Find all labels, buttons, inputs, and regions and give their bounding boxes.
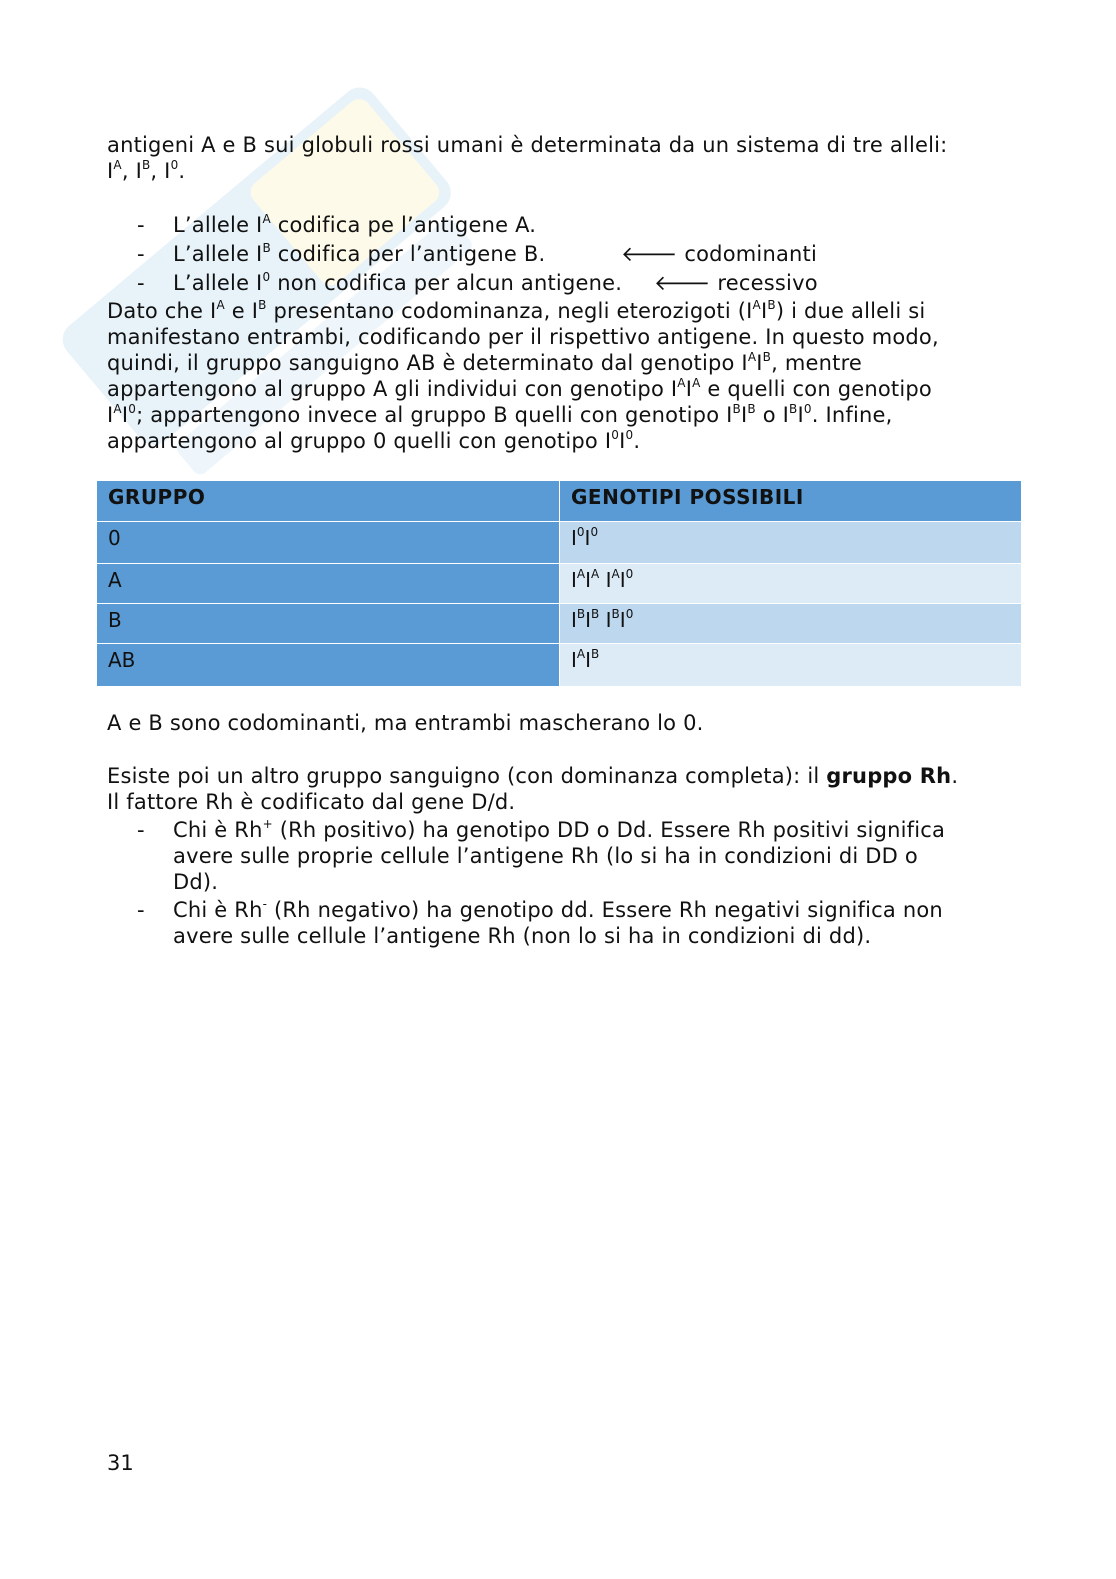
list-dash: - [137, 898, 145, 922]
intro-line: antigeni A e B sui globuli rossi umani è determinata da un sistema di tre alleli: [107, 133, 948, 157]
rh-list [137, 817, 1017, 949]
paragraph-line: appartengono al gruppo 0 quelli con genotipo $I^0I^0$. [107, 428, 641, 453]
paragraph-line: quindi, il gruppo sanguigno AB è determinato dal genotipo $I^AI^B$, mentre [107, 350, 863, 375]
table-row [97, 522, 1022, 564]
list-item: - Chi è Rh- (Rh negativo) ha genotipo dd. Essere Rh negativi significa non avere sulle cellule l’antigene Rh (non lo si ha in condizioni di dd). [137, 897, 943, 948]
paragraph-line: Dato che $I^A$ e $I^B$ presentano codominanza, negli eterozigoti $(I^AI^B)$ i due alleli si [107, 298, 926, 323]
header-genotipi: GENOTIPI POSSIBILI [560, 481, 1022, 522]
list-dash: - [137, 818, 145, 842]
rh-intro [107, 763, 1007, 815]
group-cell: AB [97, 644, 560, 687]
paragraph-line: manifestano entrambi, codificando per il rispettivo antigene. In questo modo, [107, 325, 939, 349]
list-item: - Chi è Rh+ (Rh positivo) ha genotipo DD o Dd. Essere Rh positivi significa avere sulle proprie cellule l’antigene Rh (lo si ha in condizioni di DD o Dd). [137, 817, 946, 894]
group-cell: 0 [97, 522, 560, 564]
rh-intro-line: Esiste poi un altro gruppo sanguigno (con dominanza completa): il gruppo Rh. [107, 764, 959, 788]
genotype-cell: $I^AI^A$ $I^AI^0$ [560, 564, 1022, 604]
group-cell: A [97, 564, 560, 604]
rh-group-term: gruppo Rh [826, 764, 952, 788]
recessive-note: 🡐 recessivo [654, 271, 818, 295]
codominant-note: 🡐 codominanti [621, 242, 818, 266]
codominance-paragraph [107, 298, 1007, 454]
paragraph-line: $I^AI^0$; appartengono invece al gruppo B quelli con genotipo $I^BI^B$ o $I^BI^0$. Infine, [107, 402, 893, 427]
list-item: - L’allele $I^A$ codifica pe l’antigene A. [137, 212, 537, 237]
rh-gene-line: Il fattore Rh è codificato dal gene D/d. [107, 790, 516, 814]
genotype-table [96, 480, 1022, 687]
list-dash: - [137, 242, 145, 266]
table-header-row [97, 481, 1022, 522]
genotype-cell: $I^BI^B$ $I^BI^0$ [560, 604, 1022, 644]
genotype-cell: $I^0I^0$ [560, 522, 1022, 564]
list-item: - L’allele $I^B$ codifica per l’antigene B. 🡐 codominanti [137, 241, 818, 266]
list-dash: - [137, 213, 145, 237]
table-row [97, 644, 1022, 687]
group-cell: B [97, 604, 560, 644]
header-gruppo: GRUPPO [97, 481, 560, 522]
list-item: - L’allele $I^0$ non codifica per alcun antigene. 🡐 recessivo [137, 270, 818, 295]
table-row [97, 564, 1022, 604]
codominance-note: A e B sono codominanti, ma entrambi mascherano lo 0. [107, 711, 704, 735]
genotype-cell: $I^AI^B$ [560, 644, 1022, 687]
page-number: 31 [107, 1451, 134, 1475]
allele-list [137, 212, 1017, 299]
intro-alleles: $I^A$, $I^B$, $I^0$. [107, 158, 186, 183]
list-dash: - [137, 271, 145, 295]
table-row [97, 604, 1022, 644]
paragraph-line: appartengono al gruppo A gli individui con genotipo $I^AI^A$ e quelli con genotipo [107, 376, 932, 401]
